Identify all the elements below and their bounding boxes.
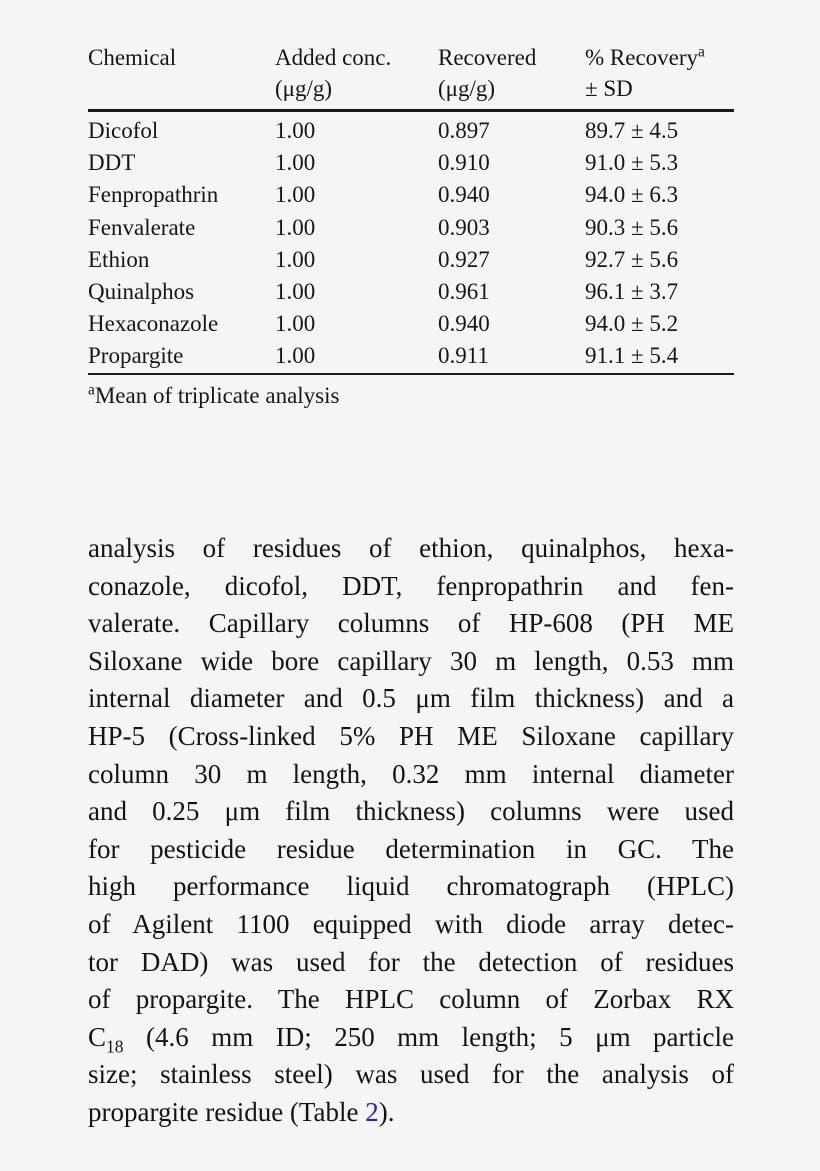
cell-recovery-sd: 92.7 ± 5.6 [585,246,679,272]
header-unit: (μg/g) [438,76,496,101]
cell-recovered: 0.940 [438,311,490,337]
header-text: Chemical [88,45,177,70]
cell-chemical: Fenvalerate [88,214,196,240]
text-line: and 0.25 μm film thickness) columns were used [88,796,734,827]
text-line: Siloxane wide bore capillary 30 m length, 0.53 mm [88,645,734,676]
text-line: high performance liquid chromatograph (HPLC) [88,871,734,902]
cell-recovery-sd: 94.0 ± 5.2 [585,311,679,337]
header-text: Added conc. [275,45,392,70]
cell-chemical: Hexaconazole [88,311,219,337]
text-line: column 30 m length, 0.32 mm internal diameter [88,758,734,789]
col-header-recovered [438,42,585,111]
cell-added-conc: 1.00 [275,150,316,176]
table-row [88,147,734,179]
text-segment: propargite residue (Table [88,1096,366,1127]
cell-recovered: 0.927 [438,246,490,272]
col-header-chemical [88,42,275,111]
cell-added-conc: 1.00 [275,118,316,143]
cell-recovered: 0.897 [438,118,490,143]
text-segment: (4.6 mm ID; 250 mm length; 5 μm particle [123,1021,734,1052]
cell-chemical: Propargite [88,343,184,369]
cell-recovery-sd: 94.0 ± 6.3 [585,182,679,208]
table-footnote [88,381,734,411]
table-row [88,179,734,211]
table-row [88,308,734,340]
cell-recovered: 0.903 [438,214,490,240]
header-unit: ± SD [585,76,633,101]
footnote-marker: a [88,380,95,398]
table-row [88,276,734,308]
cell-recovery-sd: 91.0 ± 5.3 [585,150,679,176]
text-line: internal diameter and 0.5 μm film thickness) and a [88,683,734,714]
text-line: for pesticide residue determination in GC. The [88,833,734,864]
text-line: size; stainless steel) was used for the analysis of [88,1059,734,1090]
text-line: HP-5 (Cross-linked 5% PH ME Siloxane capillary [88,720,734,751]
recovery-table [88,42,734,375]
col-header-recovery-sd [585,42,734,111]
cell-added-conc: 1.00 [275,246,316,272]
text-line: of Agilent 1100 equipped with diode array detec- [88,908,734,939]
header-text: % Recovery [585,45,699,70]
footnote-marker: a [698,43,705,61]
table-row [88,111,734,148]
col-header-added-conc [275,42,438,111]
header-text: Recovered [438,45,537,70]
text-line: analysis of residues of ethion, quinalphos, hexa- [88,533,734,563]
cell-added-conc: 1.00 [275,343,316,369]
table-row [88,212,734,244]
cell-chemical: DDT [88,150,136,176]
cell-recovery-sd: 96.1 ± 3.7 [585,279,679,305]
cell-recovered: 0.910 [438,150,490,176]
text-line: conazole, dicofol, DDT, fenpropathrin and fen- [88,570,734,601]
cell-recovered: 0.940 [438,182,490,208]
cell-added-conc: 1.00 [275,182,316,208]
table-header-row [88,42,734,111]
table-row [88,340,734,373]
cell-recovery-sd: 89.7 ± 4.5 [585,118,679,143]
cell-added-conc: 1.00 [275,214,316,240]
body-paragraph [88,530,734,1132]
cell-recovery-sd: 90.3 ± 5.6 [585,214,679,240]
cell-recovery-sd: 91.1 ± 5.4 [585,343,679,369]
table-2-link[interactable]: 2 [365,1096,379,1127]
cell-chemical: Quinalphos [88,279,195,305]
subscript-text: 18 [106,1036,124,1057]
cell-chemical: Dicofol [88,118,159,143]
text-line [88,1019,734,1057]
cell-added-conc: 1.00 [275,279,316,305]
header-unit: (μg/g) [275,76,333,101]
text-line [88,1094,734,1132]
cell-chemical: Ethion [88,246,150,272]
recovery-table-block [88,42,734,411]
text-segment: ). [378,1096,395,1127]
text-line: tor DAD) was used for the detection of residues [88,946,734,977]
cell-chemical: Fenpropathrin [88,182,219,208]
cell-added-conc: 1.00 [275,311,316,337]
cell-recovered: 0.911 [438,343,489,369]
text-line: of propargite. The HPLC column of Zorbax RX [88,984,734,1015]
footnote-text: Mean of triplicate analysis [94,382,340,408]
text-segment: C [88,1021,107,1052]
cell-recovered: 0.961 [438,279,490,305]
table-row [88,244,734,276]
text-line: valerate. Capillary columns of HP-608 (PH ME [88,608,734,639]
